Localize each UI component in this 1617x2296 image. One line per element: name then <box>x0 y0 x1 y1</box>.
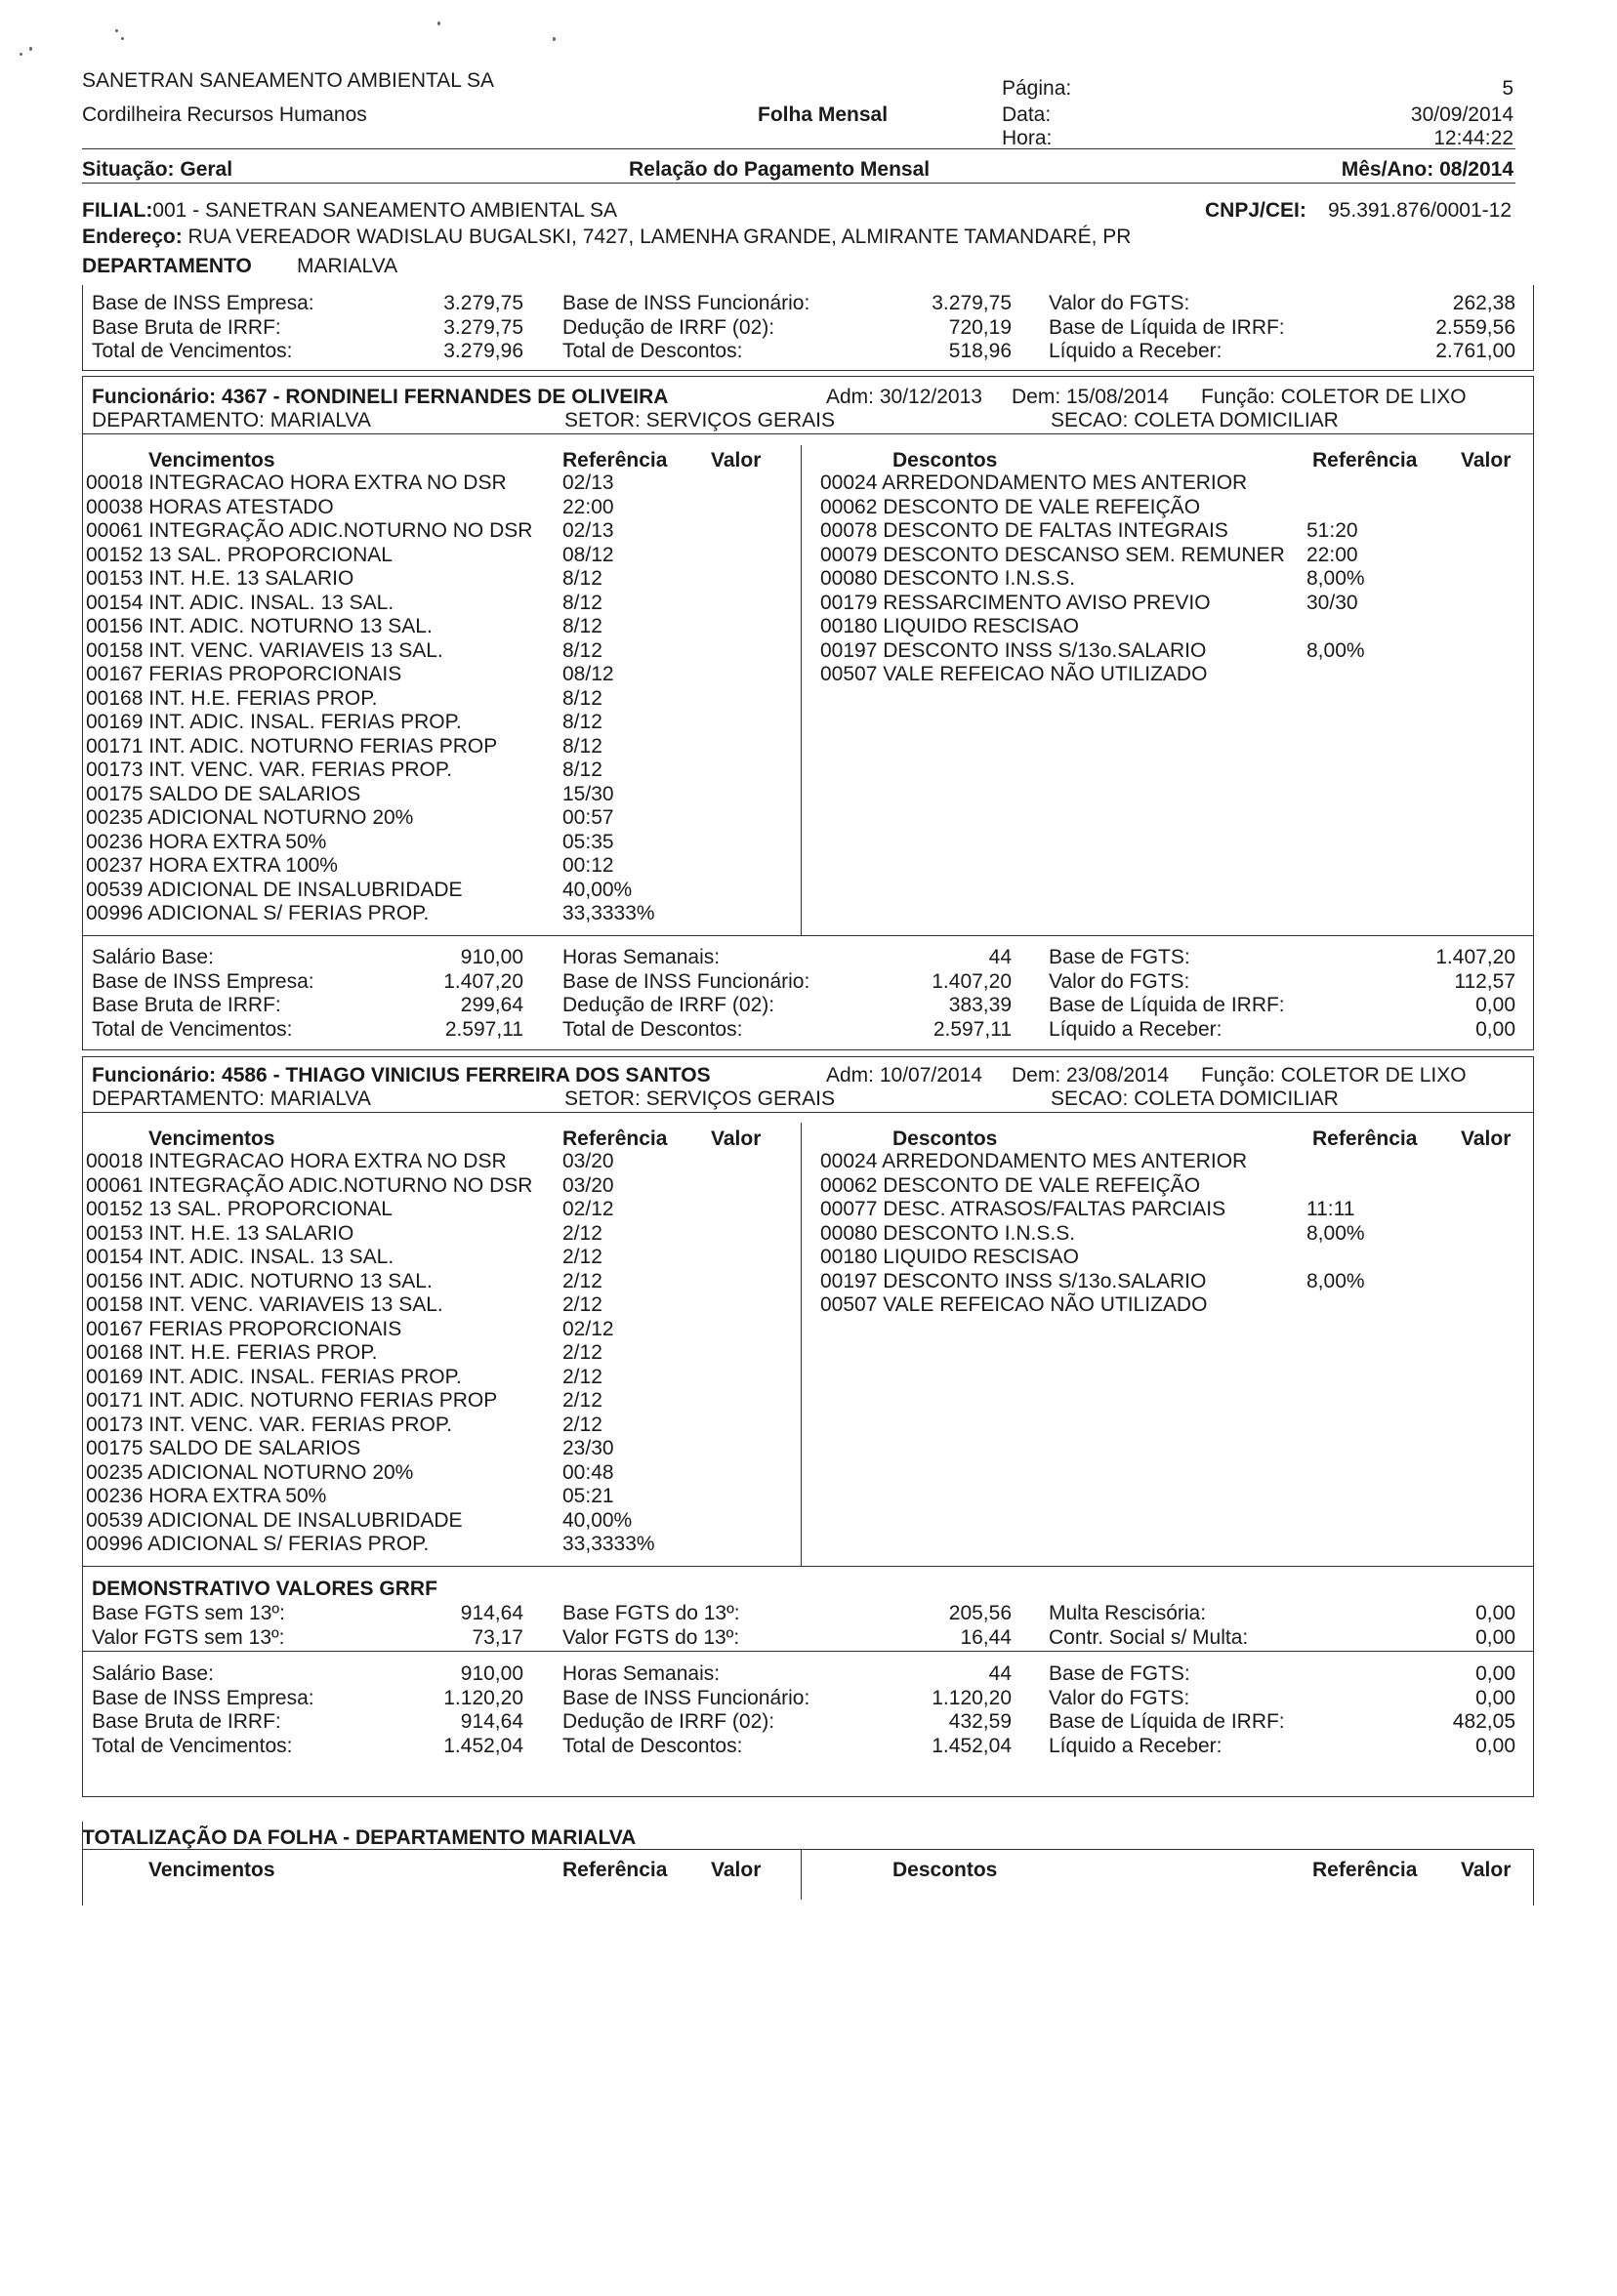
item-description: 00169 INT. ADIC. INSAL. FERIAS PROP. <box>86 1365 462 1388</box>
deductions-header: Descontos <box>892 1128 998 1150</box>
item-reference: 2/12 <box>562 1221 602 1245</box>
divider <box>82 433 1534 434</box>
summary-label: Base de FGTS: <box>1049 1662 1190 1685</box>
summary-value: 518,96 <box>948 340 1012 362</box>
box-border <box>1533 285 1534 370</box>
summary-label: Base de INSS Empresa: <box>92 292 314 314</box>
summary-value: 910,00 <box>460 946 523 968</box>
item-reference: 8,00% <box>1306 638 1365 662</box>
summary-value: 0,00 <box>1475 1734 1515 1757</box>
item-description: 00167 FERIAS PROPORCIONAIS <box>86 1317 402 1340</box>
item-description: 00080 DESCONTO I.N.S.S. <box>820 567 1076 590</box>
summary-label: Base de FGTS: <box>1049 946 1190 968</box>
filial-line <box>82 200 617 221</box>
item-description: 00038 HORAS ATESTADO <box>86 495 334 518</box>
summary-label: Total de Descontos: <box>562 1017 743 1041</box>
summary-value: 914,64 <box>460 1710 523 1733</box>
item-description: 00062 DESCONTO DE VALE REFEIÇÃO <box>820 1173 1201 1197</box>
item-description: 00158 INT. VENC. VARIAVEIS 13 SAL. <box>86 638 443 662</box>
summary-value: 0,00 <box>1475 1686 1515 1709</box>
item-description: 00080 DESCONTO I.N.S.S. <box>820 1221 1076 1245</box>
item-description: 00079 DESCONTO DESCANSO SEM. REMUNER <box>820 543 1285 566</box>
summary-value: 16,44 <box>960 1625 1012 1649</box>
item-reference: 2/12 <box>562 1293 602 1316</box>
summary-value: 1.120,20 <box>443 1686 523 1709</box>
reference-header: Referência <box>1312 1128 1418 1150</box>
summary-value: 73,17 <box>472 1625 523 1649</box>
summary-value: 44 <box>988 1662 1012 1685</box>
divider <box>82 935 1534 936</box>
value-header: Valor <box>1461 1859 1512 1881</box>
situation: Situação: Geral <box>82 158 233 181</box>
item-description: 00077 DESC. ATRASOS/FALTAS PARCIAIS <box>820 1198 1226 1220</box>
box-border <box>82 1796 1534 1797</box>
summary-value: 1.407,20 <box>443 969 523 993</box>
summary-label: Horas Semanais: <box>562 946 721 968</box>
box-border <box>82 1049 1534 1050</box>
scan-speck <box>115 29 118 32</box>
item-reference: 15/30 <box>562 782 614 805</box>
item-description: 00173 INT. VENC. VAR. FERIAS PROP. <box>86 758 453 781</box>
item-reference: 8/12 <box>562 758 602 781</box>
item-reference: 2/12 <box>562 1341 602 1364</box>
item-reference: 8/12 <box>562 591 602 614</box>
cnpj-label: CNPJ/CEI: <box>1205 199 1306 222</box>
item-reference: 03/20 <box>562 1173 614 1197</box>
summary-value: 44 <box>988 946 1012 968</box>
item-reference: 40,00% <box>562 1508 633 1532</box>
summary-label: Multa Rescisória: <box>1049 1602 1207 1624</box>
summary-value: 0,00 <box>1475 1625 1515 1649</box>
summary-label: Valor FGTS sem 13º: <box>92 1625 285 1649</box>
item-description: 00236 HORA EXTRA 50% <box>86 1485 327 1507</box>
relation-title: Relação do Pagamento Mensal <box>629 158 931 181</box>
item-reference: 00:12 <box>562 854 614 877</box>
summary-value: 262,38 <box>1452 292 1515 314</box>
item-reference: 8/12 <box>562 711 602 733</box>
item-reference: 02/13 <box>562 519 614 542</box>
employee-label: Funcionário: <box>92 1064 217 1086</box>
summary-label: Base de INSS Funcionário: <box>562 292 810 314</box>
item-reference: 05:35 <box>562 830 614 853</box>
item-reference: 8,00% <box>1306 1269 1365 1292</box>
summary-label: Total de Descontos: <box>562 340 743 362</box>
summary-label: Base de Líquida de IRRF: <box>1049 994 1285 1016</box>
dept-value: MARIALVA <box>297 255 398 277</box>
employee-1-section: SECAO: COLETA DOMICILIAR <box>1051 409 1339 431</box>
item-reference: 22:00 <box>1306 543 1358 566</box>
report-title: Folha Mensal <box>758 103 889 126</box>
item-reference: 02/12 <box>562 1317 614 1340</box>
employee-1-sector: SETOR: SERVIÇOS GERAIS <box>564 409 835 431</box>
earnings-header: Vencimentos <box>148 449 275 472</box>
value-header: Valor <box>1461 1128 1512 1150</box>
employee-name: 4586 - THIAGO VINICIUS FERREIRA DOS SANTOS <box>222 1064 711 1086</box>
address-line <box>82 226 1131 247</box>
item-description: 00179 RESSARCIMENTO AVISO PREVIO <box>820 591 1211 614</box>
item-description: 00197 DESCONTO INSS S/13o.SALARIO <box>820 1269 1207 1292</box>
item-description: 00153 INT. H.E. 13 SALARIO <box>86 567 354 590</box>
page-label: Página: <box>1002 77 1072 100</box>
date-label: Data: <box>1002 103 1052 126</box>
item-description: 00168 INT. H.E. FERIAS PROP. <box>86 1341 378 1364</box>
employee-2-name <box>92 1065 711 1086</box>
item-description: 00173 INT. VENC. VAR. FERIAS PROP. <box>86 1413 453 1436</box>
item-description: 00018 INTEGRACAO HORA EXTRA NO DSR <box>86 472 507 494</box>
deductions-header: Descontos <box>892 1859 998 1881</box>
summary-value: 910,00 <box>460 1662 523 1685</box>
item-reference: 08/12 <box>562 663 614 685</box>
item-description: 00996 ADICIONAL S/ FERIAS PROP. <box>86 1533 430 1555</box>
summary-value: 720,19 <box>948 315 1012 339</box>
value-header: Valor <box>711 1859 762 1881</box>
summary-label: Base Bruta de IRRF: <box>92 1710 281 1733</box>
item-description: 00153 INT. H.E. 13 SALARIO <box>86 1221 354 1245</box>
employee-name: 4367 - RONDINELI FERNANDES DE OLIVEIRA <box>222 386 669 408</box>
item-description: 00175 SALDO DE SALARIOS <box>86 782 361 805</box>
summary-label: Base de INSS Empresa: <box>92 1686 314 1709</box>
divider <box>82 183 1515 184</box>
scan-speck <box>121 37 124 40</box>
box-border <box>82 1056 1534 1057</box>
summary-label: Base Bruta de IRRF: <box>92 994 281 1016</box>
dept-label: DEPARTAMENTO <box>82 255 252 277</box>
item-reference: 22:00 <box>562 495 614 518</box>
employee-1-name <box>92 387 668 407</box>
summary-value: 1.452,04 <box>932 1734 1012 1757</box>
summary-value: 1.120,20 <box>932 1686 1012 1709</box>
time-label: Hora: <box>1002 127 1053 149</box>
summary-value: 432,59 <box>948 1710 1012 1733</box>
item-description: 00175 SALDO DE SALARIOS <box>86 1437 361 1459</box>
column-divider <box>801 445 802 935</box>
summary-label: Base de INSS Empresa: <box>92 969 314 993</box>
item-description: 00156 INT. ADIC. NOTURNO 13 SAL. <box>86 1269 433 1292</box>
summary-label: Líquido a Receber: <box>1049 1734 1223 1757</box>
item-reference: 2/12 <box>562 1389 602 1412</box>
item-reference: 30/30 <box>1306 591 1358 614</box>
summary-value: 299,64 <box>460 994 523 1016</box>
summary-label: Base de Líquida de IRRF: <box>1049 1710 1285 1733</box>
item-reference: 00:57 <box>562 806 614 829</box>
item-reference: 05:21 <box>562 1485 614 1507</box>
item-description: 00061 INTEGRAÇÃO ADIC.NOTURNO NO DSR <box>86 1173 533 1197</box>
item-description: 00152 13 SAL. PROPORCIONAL <box>86 1198 393 1220</box>
item-reference: 8/12 <box>562 686 602 710</box>
item-reference: 2/12 <box>562 1365 602 1388</box>
item-reference: 8/12 <box>562 734 602 758</box>
summary-value: 0,00 <box>1475 1662 1515 1685</box>
summary-label: Dedução de IRRF (02): <box>562 994 775 1016</box>
item-description: 00237 HORA EXTRA 100% <box>86 854 338 877</box>
filial-label: FILIAL: <box>82 199 153 222</box>
box-border <box>1533 1849 1534 1906</box>
summary-label: Salário Base: <box>92 1662 214 1685</box>
employee-label: Funcionário: <box>92 386 217 408</box>
box-border <box>82 1056 83 1796</box>
scan-speck <box>20 53 22 56</box>
summary-label: Líquido a Receber: <box>1049 1017 1223 1041</box>
item-reference: 2/12 <box>562 1413 602 1436</box>
summary-value: 112,57 <box>1454 969 1515 993</box>
item-description: 00158 INT. VENC. VARIAVEIS 13 SAL. <box>86 1293 443 1316</box>
item-description: 00996 ADICIONAL S/ FERIAS PROP. <box>86 902 430 924</box>
summary-label: Total de Vencimentos: <box>92 1734 293 1757</box>
value-header: Valor <box>1461 449 1512 472</box>
summary-label: Dedução de IRRF (02): <box>562 1710 775 1733</box>
summary-value: 3.279,75 <box>443 292 523 314</box>
column-divider <box>801 1849 802 1900</box>
employee-2-dept: DEPARTAMENTO: MARIALVA <box>92 1087 371 1110</box>
summary-value: 482,05 <box>1452 1710 1515 1733</box>
summary-value: 914,64 <box>460 1602 523 1624</box>
scan-speck <box>29 47 32 51</box>
summary-value: 0,00 <box>1475 1017 1515 1041</box>
summary-label: Valor FGTS do 13º: <box>562 1625 740 1649</box>
employee-2-sector: SETOR: SERVIÇOS GERAIS <box>564 1087 835 1110</box>
item-description: 00507 VALE REFEICAO NÃO UTILIZADO <box>820 1293 1208 1316</box>
summary-label: Valor do FGTS: <box>1049 292 1190 314</box>
item-reference: 2/12 <box>562 1246 602 1268</box>
summary-value: 2.761,00 <box>1435 340 1515 362</box>
item-reference: 11:11 <box>1306 1198 1355 1220</box>
summary-label: Base de INSS Funcionário: <box>562 1686 810 1709</box>
box-border <box>1533 376 1534 1049</box>
employee-1-function: Função: COLETOR DE LIXO <box>1201 386 1467 408</box>
employee-2-section: SECAO: COLETA DOMICILIAR <box>1051 1087 1339 1110</box>
box-border <box>82 370 1534 371</box>
summary-label: Base Bruta de IRRF: <box>92 315 281 339</box>
employee-1-dem: Dem: 15/08/2014 <box>1012 386 1170 408</box>
item-description: 00539 ADICIONAL DE INSALUBRIDADE <box>86 878 463 901</box>
summary-value: 2.597,11 <box>933 1017 1012 1041</box>
summary-value: 3.279,75 <box>443 315 523 339</box>
summary-label: Base FGTS do 13º: <box>562 1602 740 1624</box>
address-label: Endereço: <box>82 226 183 248</box>
item-description: 00167 FERIAS PROPORCIONAIS <box>86 663 402 685</box>
summary-value: 1.407,20 <box>1435 946 1515 968</box>
divider <box>82 1112 1534 1113</box>
item-description: 00235 ADICIONAL NOTURNO 20% <box>86 806 414 829</box>
item-reference: 8,00% <box>1306 567 1365 590</box>
scan-speck <box>553 37 556 41</box>
summary-value: 205,56 <box>948 1602 1012 1624</box>
item-description: 00152 13 SAL. PROPORCIONAL <box>86 543 393 566</box>
summary-label: Valor do FGTS: <box>1049 969 1190 993</box>
page-number: 5 <box>1502 77 1513 100</box>
summary-label: Total de Descontos: <box>562 1734 743 1757</box>
item-description: 00171 INT. ADIC. NOTURNO FERIAS PROP <box>86 734 498 758</box>
summary-value: 383,39 <box>948 994 1012 1016</box>
item-description: 00169 INT. ADIC. INSAL. FERIAS PROP. <box>86 711 462 733</box>
item-description: 00507 VALE REFEICAO NÃO UTILIZADO <box>820 663 1208 685</box>
earnings-header: Vencimentos <box>148 1859 275 1881</box>
employee-2-function: Função: COLETOR DE LIXO <box>1201 1064 1467 1086</box>
item-reference: 51:20 <box>1306 519 1358 542</box>
summary-label: Contr. Social s/ Multa: <box>1049 1625 1249 1649</box>
filial-value: 001 - SANETRAN SANEAMENTO AMBIENTAL SA <box>152 199 618 222</box>
summary-value: 1.452,04 <box>443 1734 523 1757</box>
summary-label: Base FGTS sem 13º: <box>92 1602 285 1624</box>
period: Mês/Ano: 08/2014 <box>1341 158 1513 181</box>
employee-1-adm: Adm: 30/12/2013 <box>826 386 982 408</box>
summary-label: Valor do FGTS: <box>1049 1686 1190 1709</box>
address-value: RUA VEREADOR WADISLAU BUGALSKI, 7427, LAMENHA GRANDE, ALMIRANTE TAMANDARÉ, PR <box>187 226 1132 248</box>
reference-header: Referência <box>1312 1859 1418 1881</box>
box-border <box>82 376 83 1049</box>
item-reference: 02/13 <box>562 472 614 494</box>
item-description: 00024 ARREDONDAMENTO MES ANTERIOR <box>820 472 1248 494</box>
item-description: 00062 DESCONTO DE VALE REFEIÇÃO <box>820 495 1201 518</box>
divider <box>82 1849 1534 1850</box>
employee-2-adm: Adm: 10/07/2014 <box>826 1064 982 1086</box>
reference-header: Referência <box>562 1128 668 1150</box>
summary-label: Líquido a Receber: <box>1049 340 1223 362</box>
item-description: 00235 ADICIONAL NOTURNO 20% <box>86 1460 414 1484</box>
employee-2-dem: Dem: 23/08/2014 <box>1012 1064 1170 1086</box>
report-time: 12:44:22 <box>1433 127 1513 149</box>
column-divider <box>801 1123 802 1566</box>
item-reference: 33,3333% <box>562 902 655 924</box>
summary-value: 2.559,56 <box>1435 315 1515 339</box>
item-description: 00154 INT. ADIC. INSAL. 13 SAL. <box>86 591 394 614</box>
report-subtitle: Cordilheira Recursos Humanos <box>82 103 367 126</box>
box-border <box>1533 1056 1534 1796</box>
totalization-title: TOTALIZAÇÃO DA FOLHA - DEPARTAMENTO MARIALVA <box>82 1826 637 1849</box>
value-header: Valor <box>711 449 762 472</box>
reference-header: Referência <box>1312 449 1418 472</box>
item-description: 00024 ARREDONDAMENTO MES ANTERIOR <box>820 1150 1248 1172</box>
item-description: 00539 ADICIONAL DE INSALUBRIDADE <box>86 1508 463 1532</box>
summary-label: Total de Vencimentos: <box>92 1017 293 1041</box>
item-description: 00078 DESCONTO DE FALTAS INTEGRAIS <box>820 519 1228 542</box>
summary-label: Total de Vencimentos: <box>92 340 293 362</box>
summary-label: Salário Base: <box>92 946 214 968</box>
item-description: 00180 LIQUIDO RESCISAO <box>820 615 1079 637</box>
summary-label: Horas Semanais: <box>562 1662 721 1685</box>
divider <box>82 1651 1534 1652</box>
summary-value: 0,00 <box>1475 994 1515 1016</box>
report-date: 30/09/2014 <box>1410 103 1513 126</box>
item-description: 00061 INTEGRAÇÃO ADIC.NOTURNO NO DSR <box>86 519 533 542</box>
grrf-title: DEMONSTRATIVO VALORES GRRF <box>92 1578 437 1600</box>
summary-value: 1.407,20 <box>932 969 1012 993</box>
company-name: SANETRAN SANEAMENTO AMBIENTAL SA <box>82 69 495 92</box>
summary-label: Dedução de IRRF (02): <box>562 315 775 339</box>
value-header: Valor <box>711 1128 762 1150</box>
item-reference: 8/12 <box>562 638 602 662</box>
item-description: 00180 LIQUIDO RESCISAO <box>820 1246 1079 1268</box>
cnpj-value: 95.391.876/0001-12 <box>1328 199 1513 222</box>
item-description: 00171 INT. ADIC. NOTURNO FERIAS PROP <box>86 1389 498 1412</box>
item-reference: 08/12 <box>562 543 614 566</box>
reference-header: Referência <box>562 449 668 472</box>
summary-value: 0,00 <box>1475 1602 1515 1624</box>
divider <box>82 1566 1534 1567</box>
item-reference: 8/12 <box>562 615 602 637</box>
item-description: 00156 INT. ADIC. NOTURNO 13 SAL. <box>86 615 433 637</box>
box-border <box>82 376 1534 377</box>
item-description: 00197 DESCONTO INSS S/13o.SALARIO <box>820 638 1207 662</box>
box-border <box>82 285 83 370</box>
item-reference: 00:48 <box>562 1460 614 1484</box>
item-reference: 23/30 <box>562 1437 614 1459</box>
summary-label: Base de INSS Funcionário: <box>562 969 810 993</box>
item-reference: 8,00% <box>1306 1221 1365 1245</box>
item-reference: 8/12 <box>562 567 602 590</box>
summary-label: Base de Líquida de IRRF: <box>1049 315 1285 339</box>
deductions-header: Descontos <box>892 449 998 472</box>
divider <box>82 148 1515 149</box>
reference-header: Referência <box>562 1859 668 1881</box>
item-description: 00168 INT. H.E. FERIAS PROP. <box>86 686 378 710</box>
item-reference: 02/12 <box>562 1198 614 1220</box>
summary-value: 2.597,11 <box>444 1017 523 1041</box>
summary-value: 3.279,96 <box>443 340 523 362</box>
item-reference: 33,3333% <box>562 1533 655 1555</box>
item-reference: 03/20 <box>562 1150 614 1172</box>
item-description: 00236 HORA EXTRA 50% <box>86 830 327 853</box>
item-reference: 2/12 <box>562 1269 602 1292</box>
item-description: 00018 INTEGRACAO HORA EXTRA NO DSR <box>86 1150 507 1172</box>
summary-value: 3.279,75 <box>932 292 1012 314</box>
box-border <box>82 1822 83 1906</box>
earnings-header: Vencimentos <box>148 1128 275 1150</box>
scan-speck <box>437 21 440 25</box>
item-reference: 40,00% <box>562 878 633 901</box>
item-description: 00154 INT. ADIC. INSAL. 13 SAL. <box>86 1246 394 1268</box>
employee-1-dept: DEPARTAMENTO: MARIALVA <box>92 409 371 431</box>
